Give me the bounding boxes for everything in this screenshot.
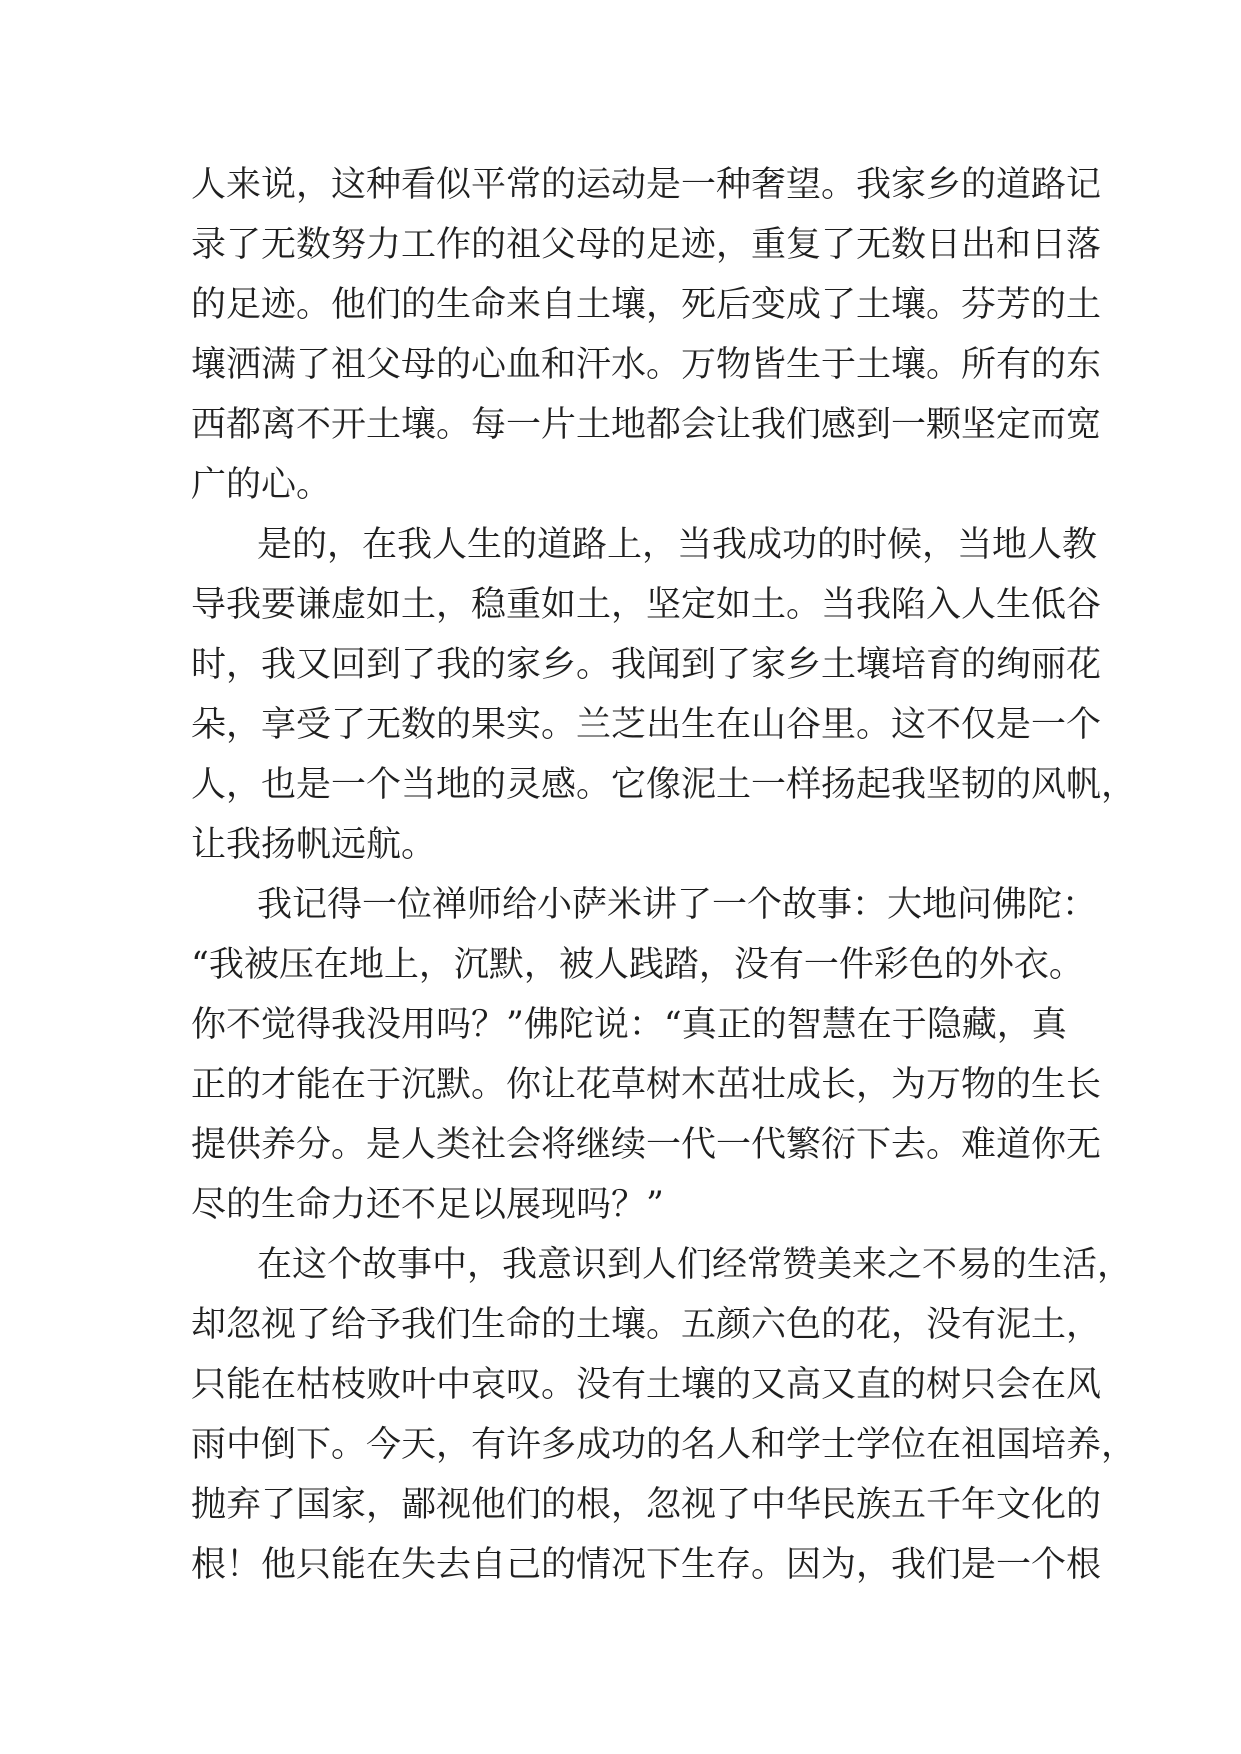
text-line: 雨中倒下。今天，有许多成功的名人和学士学位在祖国培养， [191, 1425, 1137, 1465]
text-line: 却忽视了给予我们生命的土壤。五颜六色的花，没有泥土， [191, 1305, 1102, 1345]
text-line: 导我要谦虚如土，稳重如土，坚定如土。当我陷入人生低谷 [191, 585, 1102, 625]
text-line: “我被压在地上，沉默，被人践踏，没有一件彩色的外衣。 [191, 945, 1084, 985]
paragraph-2 [191, 515, 1137, 875]
text-line: 人，也是一个当地的灵感。它像泥土一样扬起我坚韧的风帆， [191, 765, 1137, 805]
text-line: 你不觉得我没用吗？”佛陀说：“真正的智慧在于隐藏，真 [191, 1005, 1067, 1045]
text-line: 人来说，这种看似平常的运动是一种奢望。我家乡的道路记 [191, 165, 1102, 205]
text-line: 广的心。 [191, 465, 332, 505]
paragraph-4 [191, 1235, 1137, 1595]
text-line: 时，我又回到了我的家乡。我闻到了家乡土壤培育的绚丽花 [191, 645, 1102, 685]
text-line: 抛弃了国家，鄙视他们的根，忽视了中华民族五千年文化的 [191, 1485, 1102, 1525]
text-line: 让我扬帆远航。 [191, 825, 437, 865]
text-line: 的足迹。他们的生命来自土壤，死后变成了土壤。芬芳的土 [191, 285, 1102, 325]
text-line: 尽的生命力还不足以展现吗？” [191, 1185, 664, 1225]
text-line: 是的，在我人生的道路上，当我成功的时候，当地人教 [257, 525, 1098, 565]
text-line: 在这个故事中，我意识到人们经常赞美来之不易的生活， [257, 1245, 1133, 1285]
text-line: 壤洒满了祖父母的心血和汗水。万物皆生于土壤。所有的东 [191, 345, 1102, 385]
text-line: 朵，享受了无数的果实。兰芝出生在山谷里。这不仅是一个 [191, 705, 1102, 745]
paragraph-1 [191, 155, 1102, 515]
text-line: 提供养分。是人类社会将继续一代一代繁衍下去。难道你无 [191, 1125, 1102, 1165]
document-body [191, 155, 1137, 1595]
text-line: 我记得一位禅师给小萨米讲了一个故事：大地问佛陀： [257, 885, 1098, 925]
text-line: 根！他只能在失去自己的情况下生存。因为，我们是一个根 [191, 1545, 1102, 1585]
paragraph-3 [191, 875, 1102, 1235]
text-line: 正的才能在于沉默。你让花草树木茁壮成长，为万物的生长 [191, 1065, 1102, 1105]
text-line: 只能在枯枝败叶中哀叹。没有土壤的又高又直的树只会在风 [191, 1365, 1102, 1405]
text-line: 西都离不开土壤。每一片土地都会让我们感到一颗坚定而宽 [191, 405, 1102, 445]
text-line: 录了无数努力工作的祖父母的足迹，重复了无数日出和日落 [191, 225, 1102, 265]
